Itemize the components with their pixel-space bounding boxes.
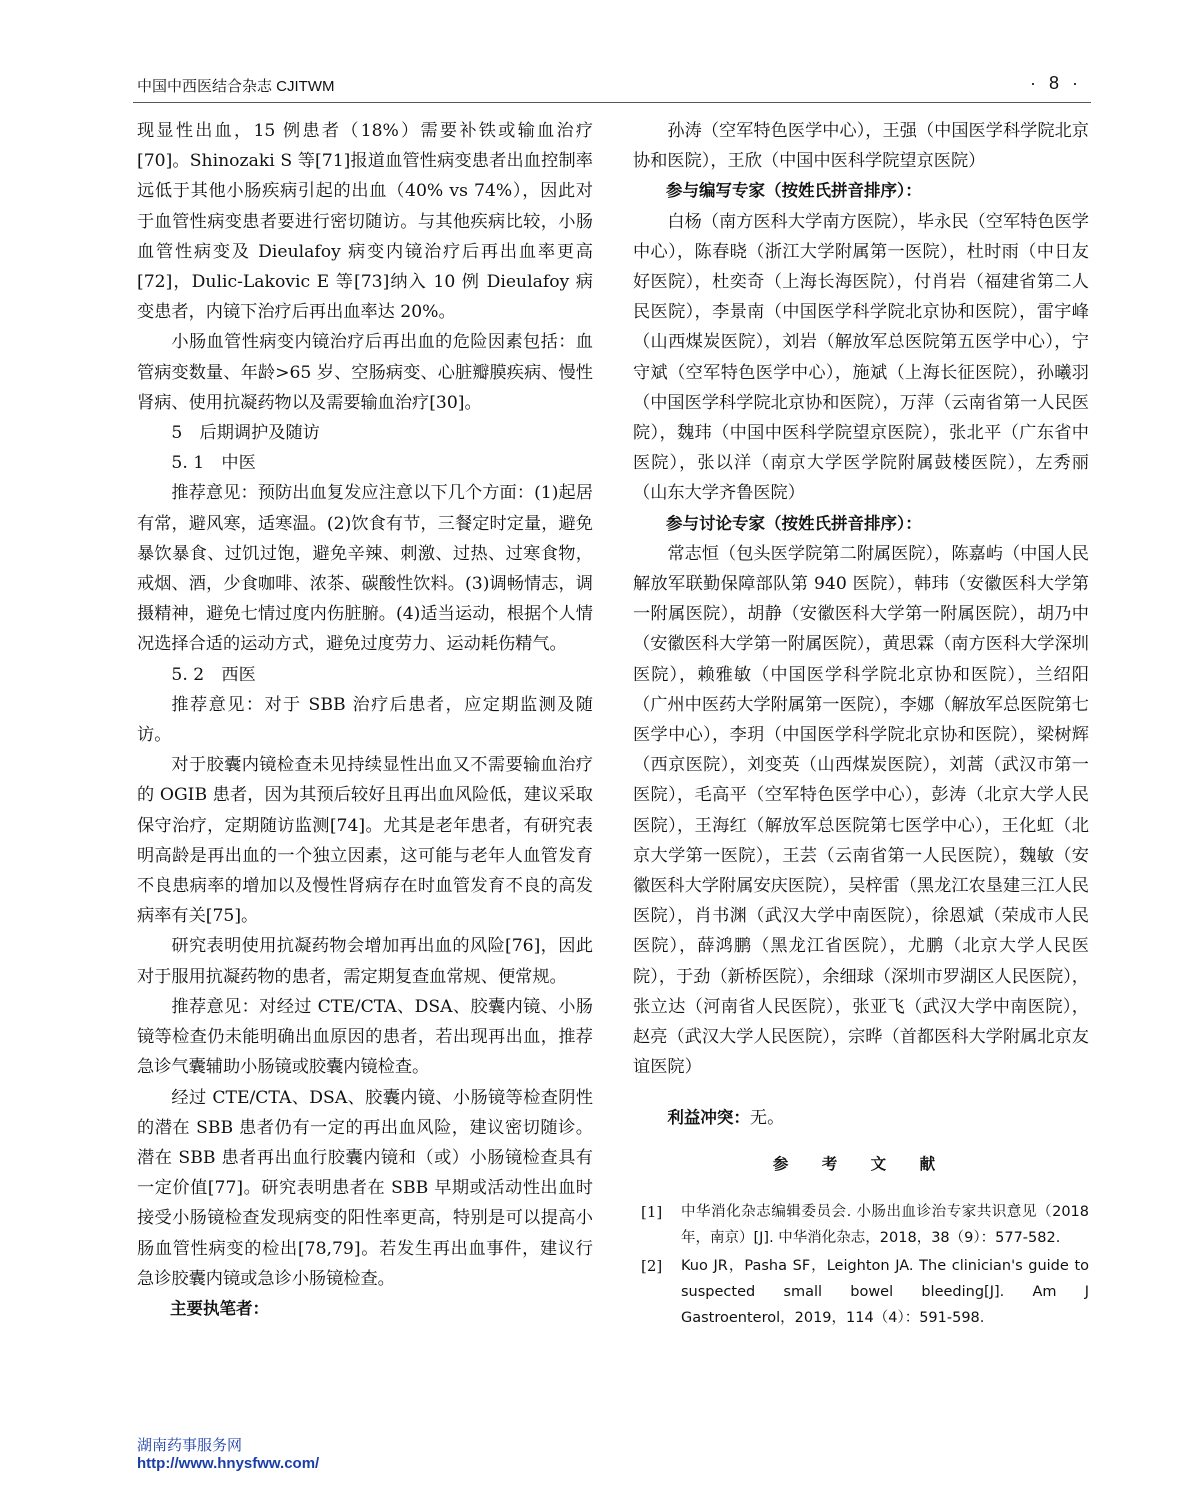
paragraph: 推荐意见：预防出血复发应注意以下几个方面：(1)起居有常，避风寒，适寒温。(2)饮食有节，三餐定时定量，避免暴饮暴食、过饥过饱，避免辛辣、刺激、过热、过寒食物，戒烟、酒，少食咖啡、浓茶、碳酸性饮料。(3)调畅情志，调摄精神，避免七情过度内伤脏腑。(4)适当运动，根据个人情况选择合适的运动方式，避免过度劳力、运动耗伤精气。	[137, 483, 593, 655]
conflict-value: 无。	[749, 1107, 785, 1128]
section-heading: 5 后期调护及随访	[171, 423, 320, 444]
subsection-heading: 5. 2 西医	[171, 664, 256, 685]
reference-number: [2]	[641, 1256, 663, 1275]
discussion-experts: 常志恒（包头医学院第二附属医院），陈嘉屿（中国人民解放军联勤保障部队第 940 医院），韩玮（安徽医科大学第一附属医院），胡静（安徽医科大学第一附属医院），胡乃中（安徽医科大学第一附属医院），黄思霖（南方医科大学深圳医院），赖雅敏（中国医学科学院北京协和医院），兰绍阳（广州中医药大学附属第一医院），李娜（解放军总医院第七医学中心），李玥（中国医学科学院北京协和医院），梁树辉（西京医院），刘变英（山西煤炭医院），刘蒿（武汉市第一医院），毛高平（空军特色医学中心），彭涛（北京大学人民医院），王海红（解放军总医院第七医学中心），王化虹（北京大学第一医院），王芸（云南省第一人民医院），魏敏（安徽医科大学附属安庆医院），吴梓雷（黑龙江农垦建三江人民医院），肖书渊（武汉大学中南医院），徐恩斌（荣成市人民医院），薛鸿鹏（黑龙江省医院），尤鹏（北京大学人民医院），于劲（新桥医院），余细球（深圳市罗湖区人民医院），张立达（河南省人民医院），张亚飞（武汉大学中南医院），赵亮（武汉大学人民医院），宗晔（首都医科大学附属北京友谊医院）	[633, 543, 1089, 1078]
subsection-heading: 5. 1 中医	[171, 453, 256, 474]
paragraph: 小肠血管性病变内镜治疗后再出血的危险因素包括：血管病变数量、年龄>65 岁、空肠病变、心脏瓣膜疾病、慢性肾病、使用抗凝药物以及需要输血治疗[30]。	[137, 332, 593, 413]
journal-title: 中国中西医结合杂志 CJITWM	[137, 78, 335, 95]
right-column	[633, 116, 1089, 1333]
page-number: · 8 ·	[1030, 73, 1083, 93]
writing-experts-heading: 参与编写专家（按姓氏拼音排序）：	[666, 181, 922, 201]
reference-text: 中华消化杂志编辑委员会. 小肠出血诊治专家共识意见（2018 年，南京）[J]. 中华消化杂志，2018，38（9）：577-582.	[681, 1203, 1089, 1246]
conflict-statement	[633, 1103, 1089, 1133]
reference-text: Kuo JR，Pasha SF，Leighton JA. The clinician's guide to suspected small bowel bleeding[J]. Am J Gastroenterol，2019，114（4）：591-598.	[681, 1257, 1089, 1326]
reference-number: [1]	[641, 1202, 663, 1221]
paragraph: 现显性出血，15 例患者（18%）需要补铁或输血治疗[70]。Shinozaki S 等[71]报道血管性病变患者出血控制率远低于其他小肠疾病引起的出血（40% vs 74%），因此对于血管性病变患者要进行密切随访。与其他疾病比较，小肠血管性病变及 Dieulafoy 病变内镜治疗后再出血率更高[72]，Dulic-Lakovic E 等[73]纳入 10 例 Dieulafoy 病变患者，内镜下治疗后再出血率达 20%。	[137, 121, 593, 323]
paragraph: 研究表明使用抗凝药物会增加再出血的风险[76]，因此对于服用抗凝药物的患者，需定期复查血常规、便常规。	[137, 936, 593, 987]
paragraph: 对于胶囊内镜检查未见持续显性出血又不需要输血治疗的 OGIB 患者，因为其预后较好且再出血风险低，建议采取保守治疗，定期随访监测[74]。尤其是老年患者，有研究表明高龄是再出血的一个独立因素，这可能与老年人血管发育不良患病率的增加以及慢性肾病存在时血管发育不良的高发病率有关[75]。	[137, 755, 593, 927]
main-authors: 孙涛（空军特色医学中心），王强（中国医学科学院北京协和医院），王欣（中国中医科学院望京医院）	[633, 121, 1089, 172]
reference-item	[633, 1199, 1089, 1251]
watermark-site-name: 湖南药事服务网	[137, 1436, 243, 1454]
watermark-url-link[interactable]: http://www.hnysfww.com/	[137, 1455, 320, 1472]
conflict-label: 利益冲突：	[667, 1107, 750, 1127]
paragraph: 经过 CTE/CTA、DSA、胶囊内镜、小肠镜等检查阴性的潜在 SBB 患者仍有一定的再出血风险，建议密切随诊。潜在 SBB 患者再出血行胶囊内镜和（或）小肠镜检查具有一定价值[77]。研究表明患者在 SBB 早期或活动性出血时接受小肠镜检查发现病变的阳性率更高，特别是可以提高小肠血管性病变的检出[78,79]。若发生再出血事件，建议行急诊胶囊内镜或急诊小肠镜检查。	[137, 1087, 593, 1289]
paragraph: 推荐意见：对经过 CTE/CTA、DSA、胶囊内镜、小肠镜等检查仍未能明确出血原因的患者，若出现再出血，推荐急诊气囊辅助小肠镜或胶囊内镜检查。	[137, 996, 593, 1078]
left-column	[137, 116, 593, 1324]
paragraph: 推荐意见：对于 SBB 治疗后患者，应定期监测及随访。	[137, 694, 593, 746]
header-rule	[133, 102, 1091, 103]
discussion-experts-heading: 参与讨论专家（按姓氏拼音排序）：	[666, 513, 922, 533]
authors-heading: 主要执笔者：	[170, 1298, 269, 1318]
writing-experts: 白杨（南方医科大学南方医院），毕永民（空军特色医学中心），陈春晓（浙江大学附属第一医院），杜时雨（中日友好医院），杜奕奇（上海长海医院），付肖岩（福建省第二人民医院），李景南（中国医学科学院北京协和医院），雷宇峰（山西煤炭医院），刘岩（解放军总医院第五医学中心），宁守斌（空军特色医学中心），施斌（上海长征医院），孙曦羽（中国医学科学院北京协和医院），万萍（云南省第一人民医院），魏玮（中国中医科学院望京医院），张北平（广东省中医院），张以洋（南京大学医学院附属鼓楼医院），左秀丽（山东大学齐鲁医院）	[633, 211, 1089, 504]
references-title: 参 考 文 献	[772, 1154, 950, 1173]
reference-item	[633, 1253, 1089, 1331]
